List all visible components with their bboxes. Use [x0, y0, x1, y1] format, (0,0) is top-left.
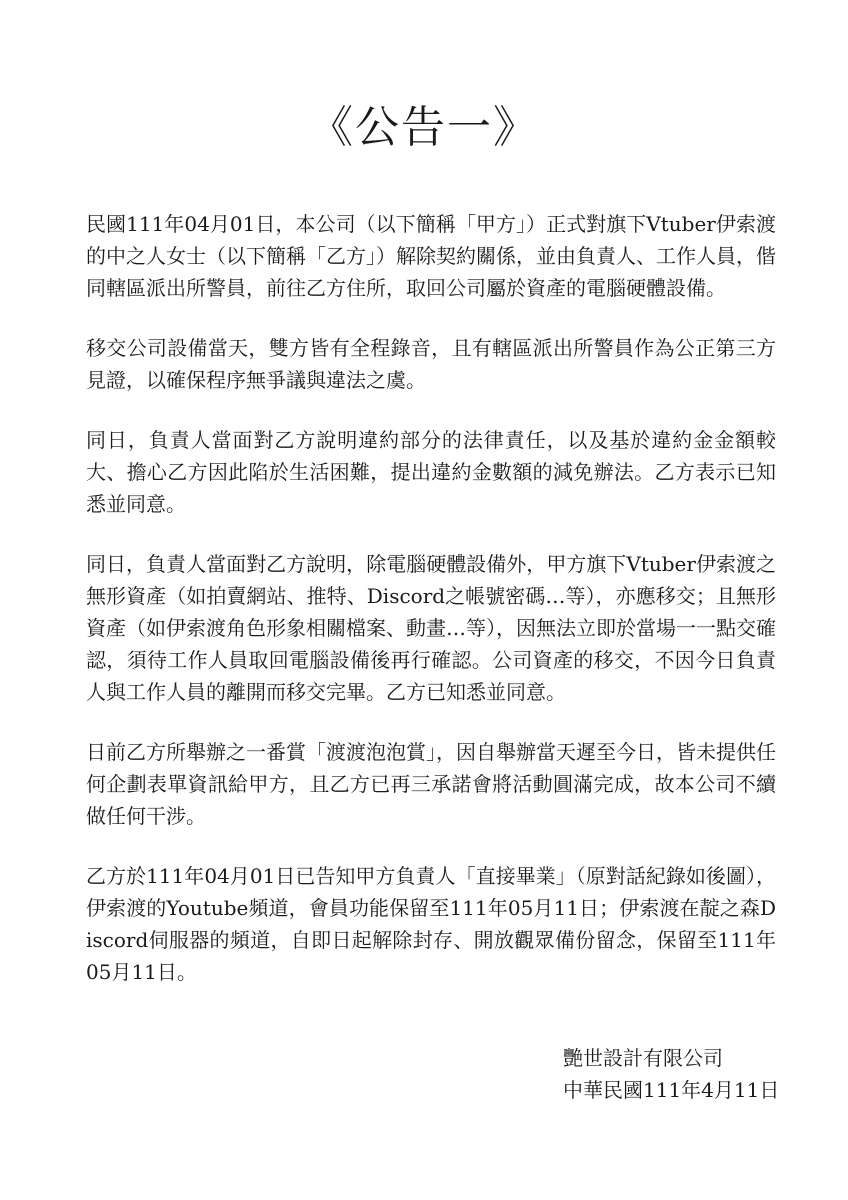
paragraph-graduation-channels: 乙方於111年04月01日已告知甲方負責人「直接畢業」（原對話紀錄如後圖），伊索渡的Youtube頻道，會員功能保留至111年05月11日；伊索渡在靛之森Discord伺服器的頻道，自即日起解除封存、開放觀眾備份留念，保留至111年05月11日。 — [86, 864, 776, 984]
paragraph-liability-explanation: 同日，負責人當面對乙方說明違約部分的法律責任，以及基於違約金金額較大、擔心乙方因此陷於生活困難，提出違約金數額的減免辦法。乙方表示已知悉並同意。 — [86, 428, 776, 516]
paragraph-lottery-event: 日前乙方所舉辦之一番賞「渡渡泡泡賞」，因自舉辦當天遲至今日，皆未提供任何企劃表單資訊給甲方，且乙方已再三承諾會將活動圓滿完成，故本公司不續做任何干涉。 — [86, 740, 776, 828]
paragraph-intangible-assets: 同日，負責人當面對乙方說明，除電腦硬體設備外，甲方旗下Vtuber伊索渡之無形資產（如拍賣網站、推特、Discord之帳號密碼…等），亦應移交；且無形資產（如伊索渡角色形象相關檔案、動畫…等），因無法立即於當場一一點交確認，須待工作人員取回電腦設備後再行確認。公司資產的移交，不因今日負責人與工作人員的離開而移交完畢。乙方已知悉並同意。 — [86, 552, 776, 704]
document-body — [86, 208, 776, 1016]
paragraph-equipment-handover: 移交公司設備當天，雙方皆有全程錄音，且有轄區派出所警員作為公正第三方見證，以確保程序無爭議與違法之虞。 — [86, 336, 776, 392]
document-title: 《公告一》 — [309, 102, 539, 153]
signature-block — [563, 1042, 803, 1106]
company-name: 艷世設計有限公司 — [563, 1046, 723, 1070]
issue-date: 中華民國111年4月11日 — [563, 1078, 780, 1102]
paragraph-contract-termination: 民國111年04月01日，本公司（以下簡稱「甲方」）正式對旗下Vtuber伊索渡的中之人女士（以下簡稱「乙方」）解除契約關係，並由負責人、工作人員，偕同轄區派出所警員，前往乙方住所，取回公司屬於資產的電腦硬體設備。 — [86, 212, 776, 300]
